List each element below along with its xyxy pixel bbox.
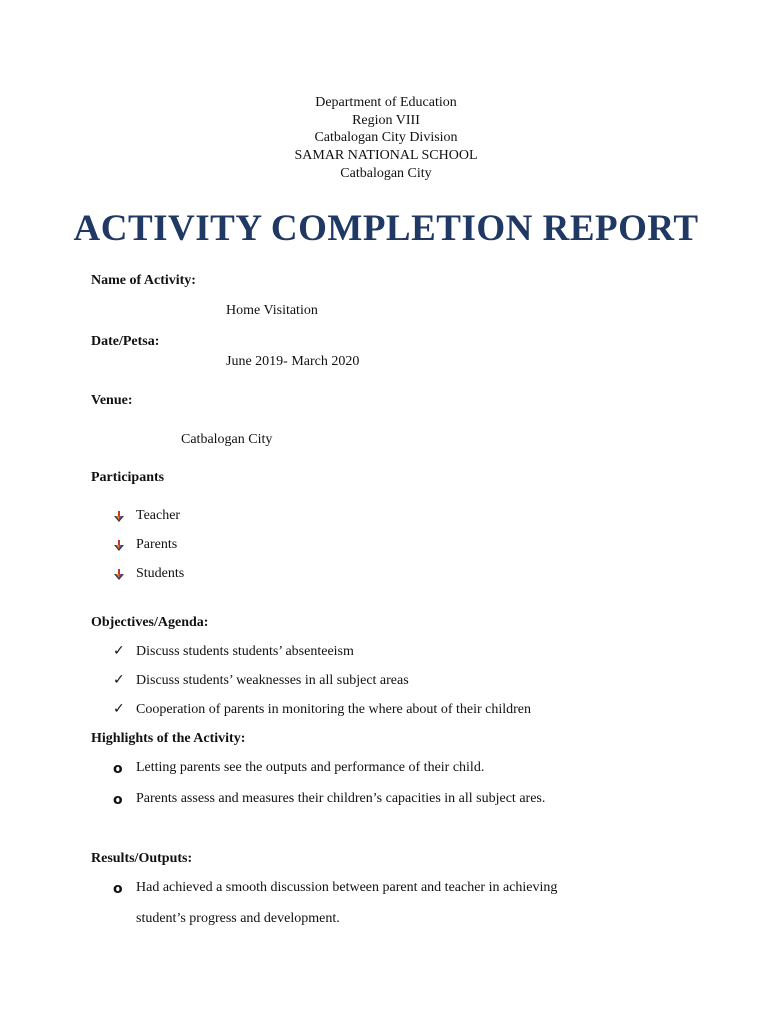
circle-bullet-icon: o (113, 761, 123, 777)
objective-item: Discuss students’ weaknesses in all subject areas (136, 673, 409, 688)
venue-label: Venue: (91, 393, 133, 408)
result-item-line: Had achieved a smooth discussion between parent and teacher in achieving (136, 880, 558, 895)
objective-item: Discuss students students’ absenteeism (136, 644, 354, 659)
participants-label: Participants (91, 470, 165, 485)
header-department: Department of Education (315, 95, 457, 110)
highlights-label: Highlights of the Activity: (91, 731, 246, 746)
header-school: SAMAR NATIONAL SCHOOL (294, 148, 478, 163)
header-city: Catbalogan City (340, 166, 432, 181)
checkmark-icon: ✓ (113, 701, 125, 717)
header-region: Region VIII (352, 113, 420, 128)
page-title: ACTIVITY COMPLETION REPORT (73, 208, 699, 249)
participant-item: Teacher (136, 508, 181, 523)
venue-value: Catbalogan City (181, 432, 273, 447)
results-label: Results/Outputs: (91, 851, 193, 866)
circle-bullet-icon: o (113, 881, 123, 897)
objective-item: Cooperation of parents in monitoring the where about of their children (136, 702, 532, 717)
checkmark-icon: ✓ (113, 643, 125, 659)
date-value: June 2019- March 2020 (226, 354, 360, 369)
participant-item: Students (136, 566, 185, 581)
activity-value: Home Visitation (226, 303, 318, 318)
arrow-bullet-icon (113, 569, 125, 581)
result-item-line: student’s progress and development. (136, 911, 340, 926)
highlight-item: Parents assess and measures their children’s capacities in all subject ares. (136, 791, 546, 806)
circle-bullet-icon: o (113, 792, 123, 808)
header-division: Catbalogan City Division (314, 130, 458, 145)
date-label: Date/Petsa: (91, 334, 160, 349)
activity-label: Name of Activity: (91, 273, 196, 288)
participant-item: Parents (136, 537, 178, 552)
highlight-item: Letting parents see the outputs and performance of their child. (136, 760, 485, 775)
arrow-bullet-icon (113, 511, 125, 523)
arrow-bullet-icon (113, 540, 125, 552)
objectives-label: Objectives/Agenda: (91, 615, 209, 630)
checkmark-icon: ✓ (113, 672, 125, 688)
